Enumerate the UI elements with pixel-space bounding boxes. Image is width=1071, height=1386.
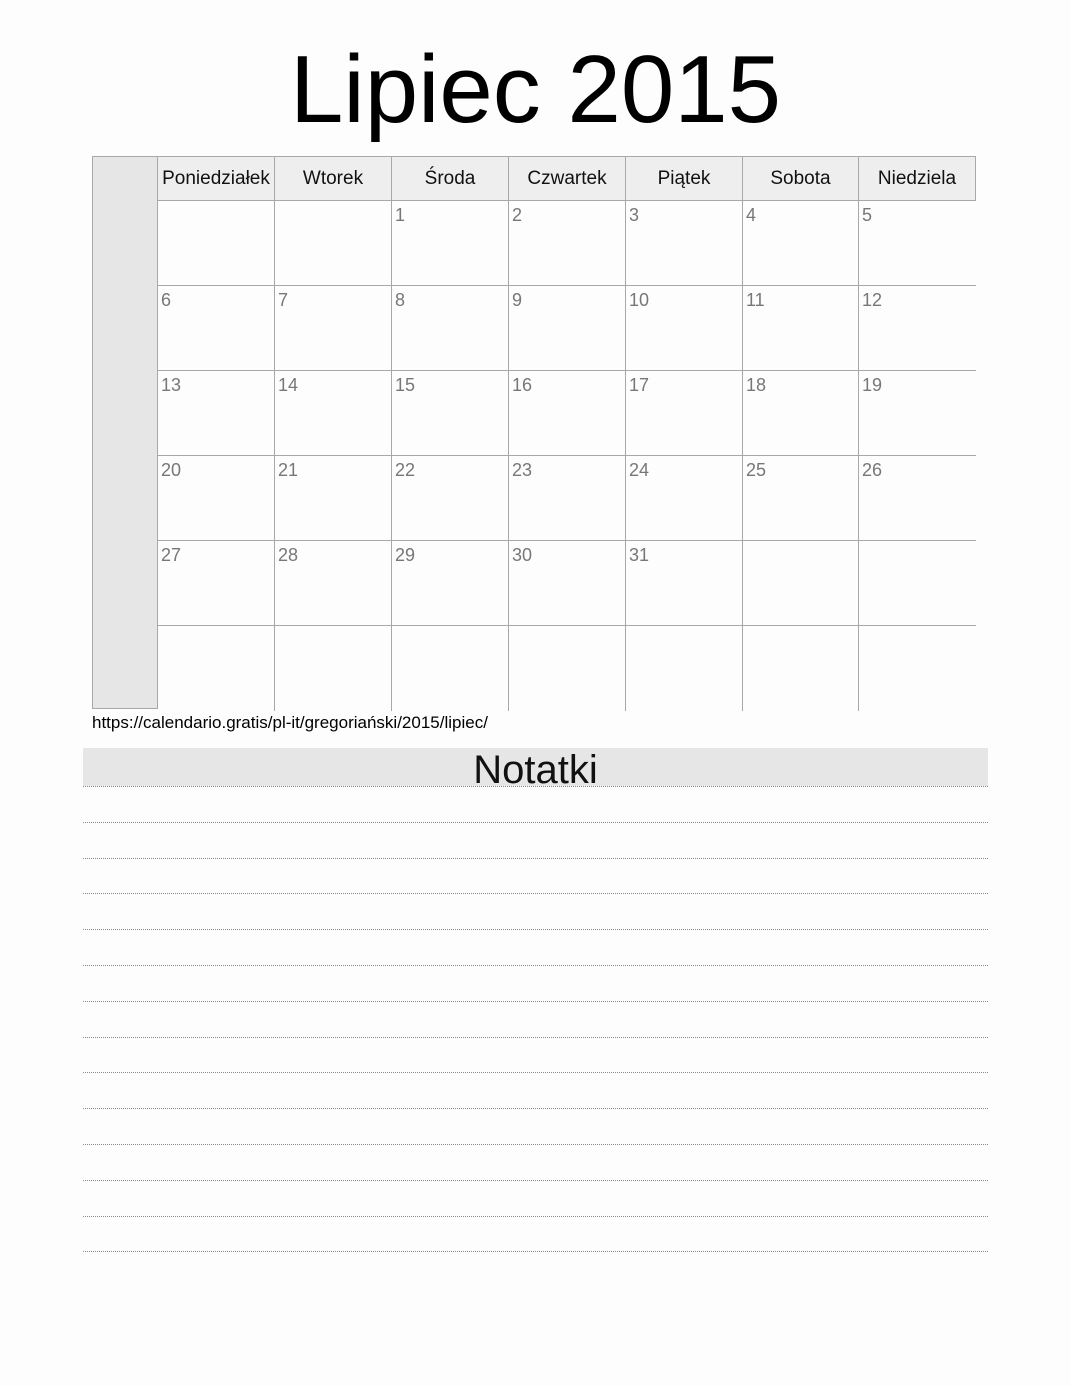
day-number: 22 [395,460,416,480]
day-number: 13 [161,375,182,395]
day-number: 3 [629,205,640,225]
day-number: 11 [746,290,765,310]
day-number: 19 [862,375,883,395]
weekday-header: Czwartek [509,157,626,201]
day-number: 21 [278,460,299,480]
day-cell[interactable] [509,286,626,371]
day-cell[interactable] [158,626,275,711]
weekday-header: Poniedziałek [158,157,275,201]
note-line[interactable] [83,1001,988,1002]
day-cell[interactable] [392,456,509,541]
note-line[interactable] [83,1216,988,1217]
calendar-grid [92,156,976,709]
day-cell[interactable] [275,286,392,371]
day-cell[interactable] [392,201,509,286]
note-line[interactable] [83,1108,988,1109]
day-cell[interactable] [626,626,743,711]
day-number: 18 [746,375,767,395]
day-cell[interactable] [859,626,976,711]
day-number: 14 [278,375,299,395]
day-cell[interactable] [859,201,976,286]
day-number: 1 [395,205,406,225]
day-cell[interactable] [158,371,275,456]
day-cell[interactable] [275,541,392,626]
day-number: 26 [862,460,883,480]
day-number: 28 [278,545,299,565]
page-title: Lipiec 2015 [289,36,782,143]
note-line[interactable] [83,1180,988,1181]
day-cell[interactable] [743,626,859,711]
day-number: 9 [512,290,523,310]
day-number: 12 [862,290,883,310]
day-cell[interactable] [626,201,743,286]
day-number: 24 [629,460,650,480]
day-cell[interactable] [743,371,859,456]
day-cell[interactable] [743,286,859,371]
note-line[interactable] [83,929,988,930]
day-cell[interactable] [859,456,976,541]
day-number: 29 [395,545,416,565]
day-cell[interactable] [743,201,859,286]
day-cell[interactable] [158,541,275,626]
day-cell[interactable] [275,371,392,456]
day-cell[interactable] [392,626,509,711]
day-cell[interactable] [626,286,743,371]
note-line[interactable] [83,822,988,823]
day-cell[interactable] [158,286,275,371]
weekday-header: Piątek [626,157,743,201]
day-cell[interactable] [859,541,976,626]
weekday-header: Wtorek [275,157,392,201]
day-number: 16 [512,375,533,395]
day-cell[interactable] [743,541,859,626]
day-cell[interactable] [275,456,392,541]
note-line[interactable] [83,1144,988,1145]
note-line[interactable] [83,1037,988,1038]
day-number: 31 [629,545,650,565]
note-line[interactable] [83,893,988,894]
day-cell[interactable] [509,371,626,456]
day-number: 7 [278,290,289,310]
note-line[interactable] [83,858,988,859]
day-cell[interactable] [509,201,626,286]
day-number: 25 [746,460,767,480]
source-url[interactable]: https://calendario.gratis/pl-it/gregoriański/2015/lipiec/ [92,713,488,732]
day-number: 23 [512,460,533,480]
day-number: 2 [512,205,523,225]
day-cell[interactable] [275,201,392,286]
day-number: 4 [746,205,757,225]
note-line[interactable] [83,965,988,966]
weekday-header: Niedziela [859,157,976,201]
day-number: 6 [161,290,172,310]
notes-title: Notatki [83,748,988,786]
day-cell[interactable] [392,286,509,371]
day-number: 10 [629,290,650,310]
day-number: 17 [629,375,650,395]
day-cell[interactable] [275,626,392,711]
weekday-header: Sobota [743,157,859,201]
day-number: 5 [862,205,873,225]
day-cell[interactable] [158,201,275,286]
day-cell[interactable] [509,456,626,541]
day-number: 15 [395,375,416,395]
note-line[interactable] [83,1251,988,1252]
day-cell[interactable] [626,371,743,456]
note-line[interactable] [83,786,988,787]
day-cell[interactable] [626,456,743,541]
day-cell[interactable] [392,371,509,456]
week-number-column [93,157,158,708]
note-line[interactable] [83,1072,988,1073]
day-number: 8 [395,290,406,310]
day-cell[interactable] [158,456,275,541]
day-number: 20 [161,460,182,480]
day-cell[interactable] [626,541,743,626]
day-cell[interactable] [743,456,859,541]
day-cell[interactable] [509,626,626,711]
day-cell[interactable] [392,541,509,626]
day-cell[interactable] [509,541,626,626]
day-number: 30 [512,545,533,565]
day-cell[interactable] [859,286,976,371]
weekday-header: Środa [392,157,509,201]
day-number: 27 [161,545,182,565]
day-cell[interactable] [859,371,976,456]
